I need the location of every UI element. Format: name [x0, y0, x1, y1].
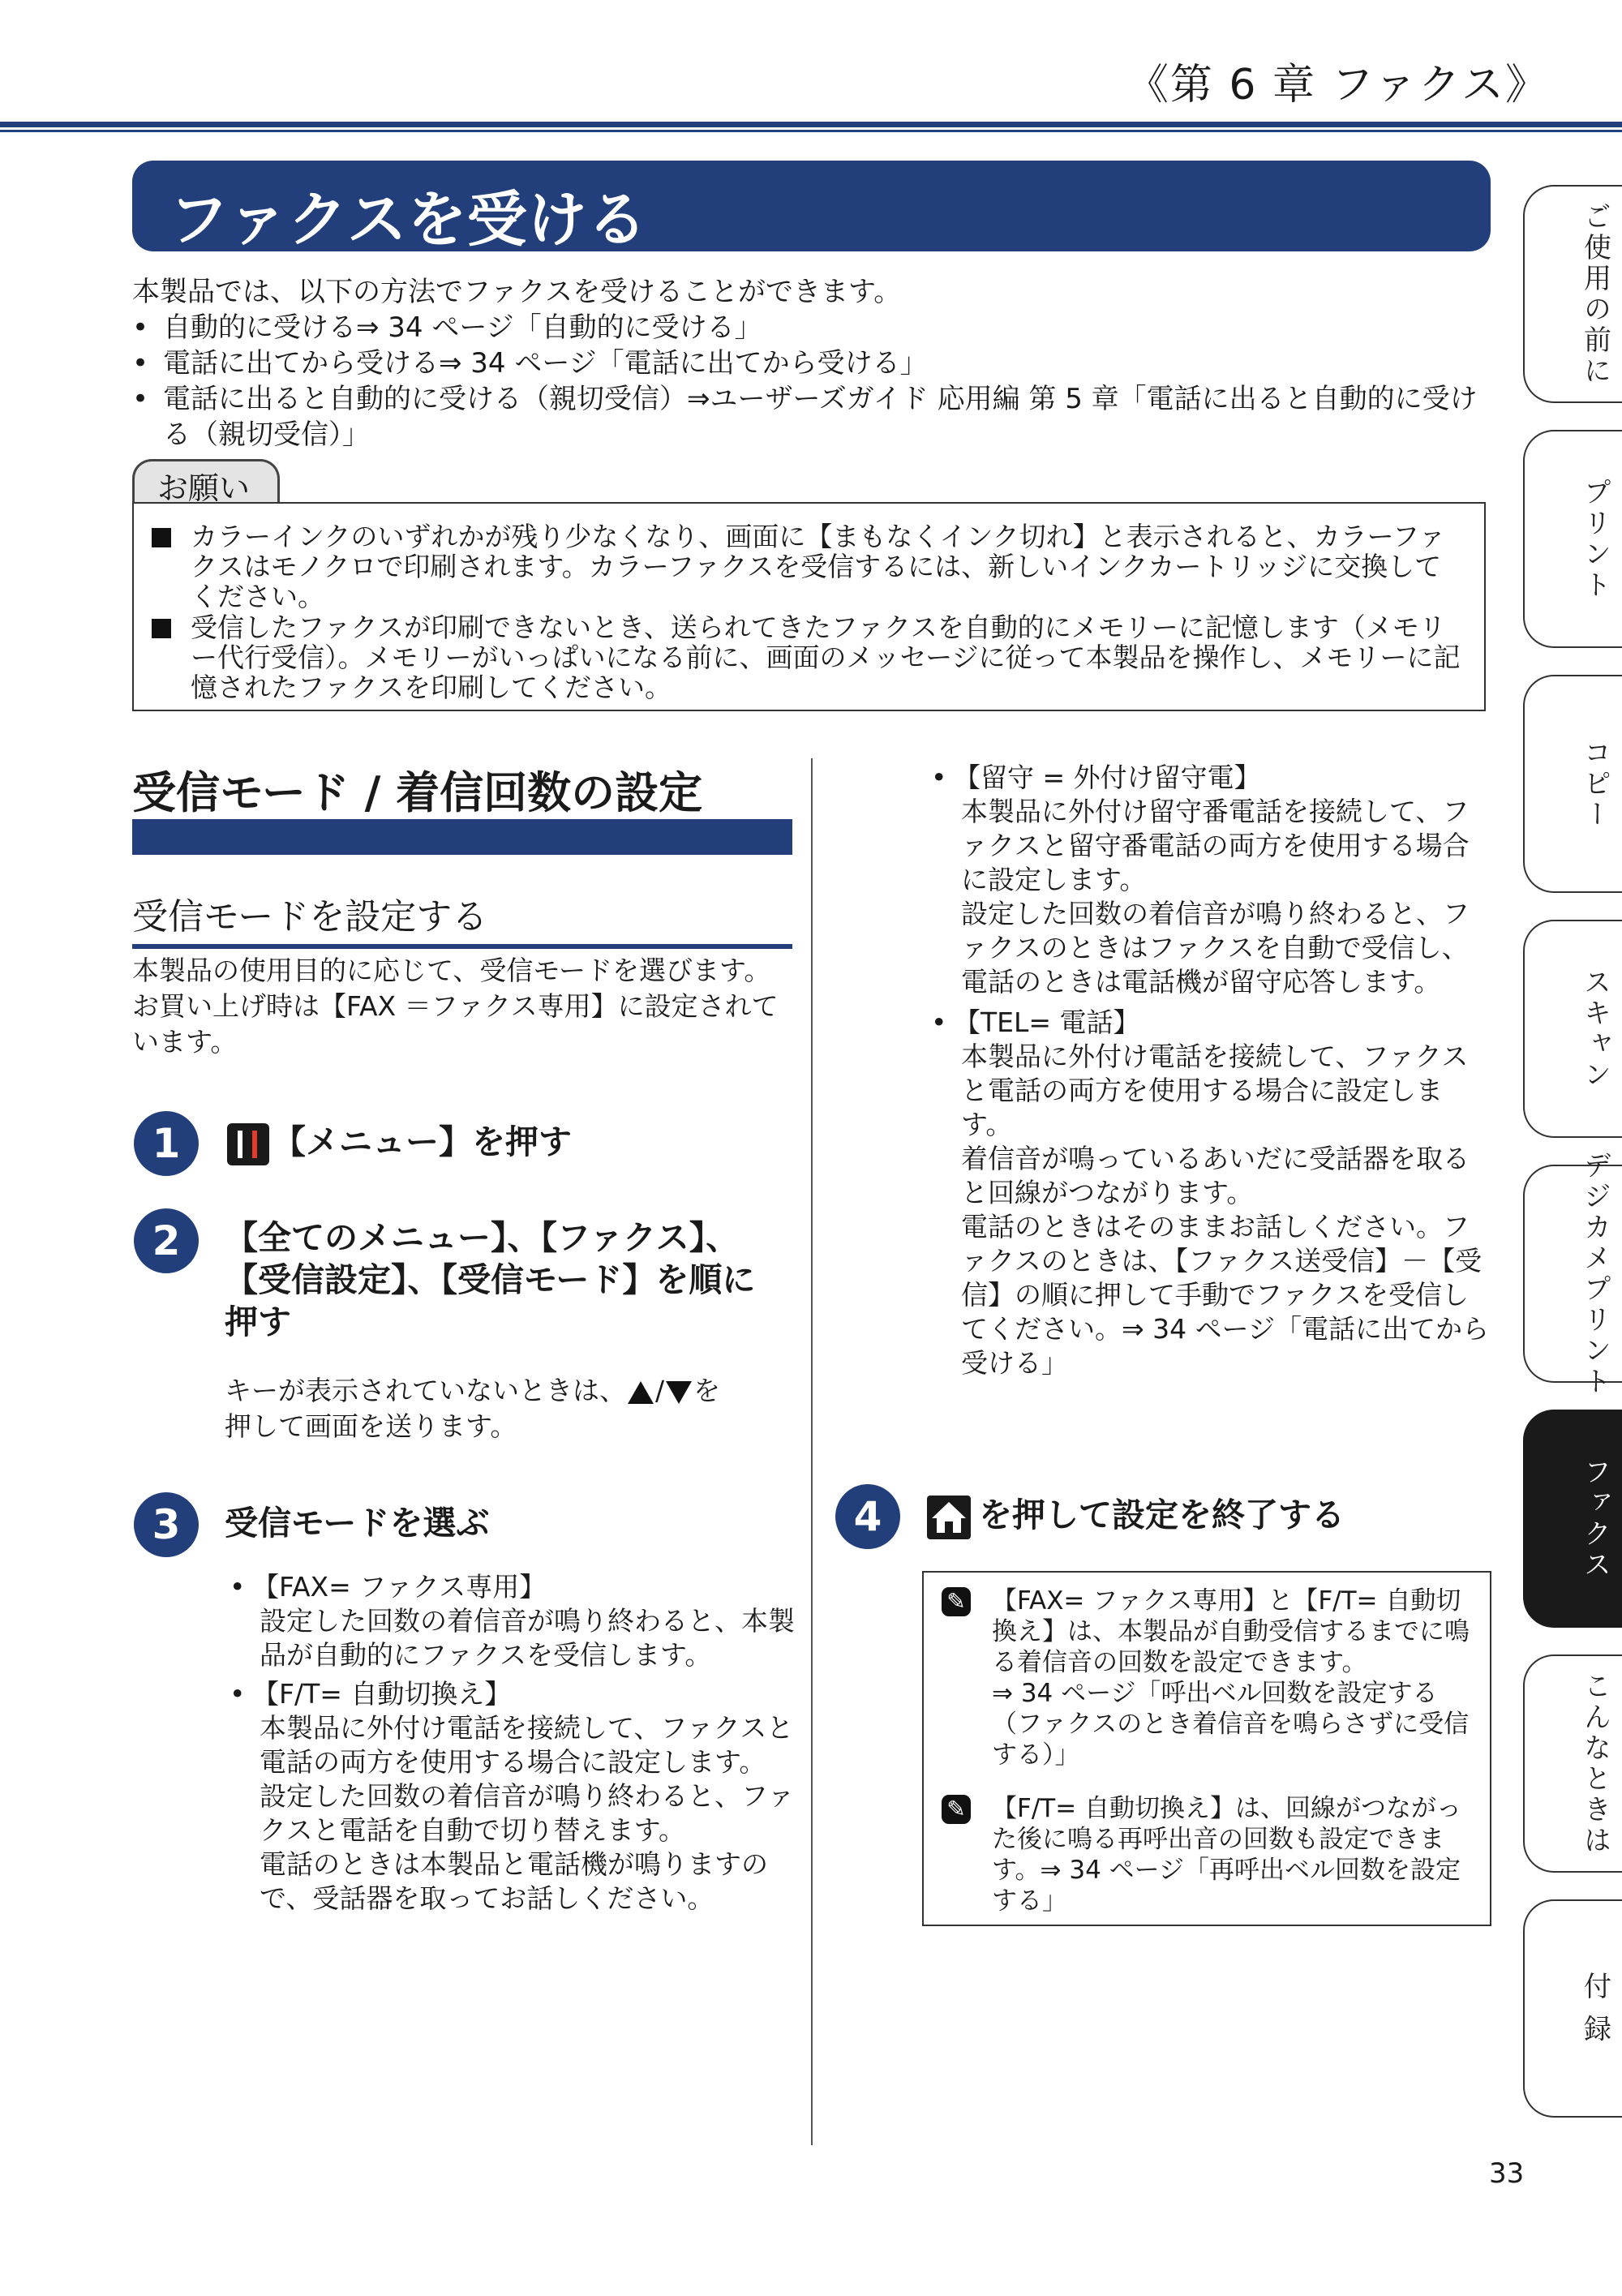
step-2-number: 2: [134, 1208, 199, 1273]
step-4-title: を押して設定を終了する: [927, 1494, 1345, 1539]
notice-box: [132, 502, 1486, 711]
mode-fax: • 【FAX= ファクス専用】 設定した回数の着信音が鳴り終わると、本製品が自動的にファクスを受信します。: [230, 1571, 795, 1671]
tip-item: ✎ 【F/T= 自動切換え】は、回線がつながった後に鳴る再呼出音の回数も設定できます。⇒ 34 ページ「再呼出ベル回数を設定する」: [942, 1793, 1477, 1916]
step-1-number: 1: [134, 1111, 199, 1176]
step-3-title: 受信モードを選ぶ: [225, 1504, 490, 1543]
notice-item: カラーインクのいずれかが残り少なくなり、画面に【まもなくインク切れ】と表示されると、カラーファクスはモノクロで印刷されます。カラーファクスを受信するには、新しいインクカートリッジに交換してください。: [152, 521, 1465, 612]
tab-troubleshooting[interactable]: こんなときは: [1523, 1654, 1622, 1873]
intro-item: • 電話に出てから受ける⇒ 34 ページ「電話に出てから受ける」: [132, 345, 1495, 381]
mode-rusu: • 【留守 = 外付け留守電】 本製品に外付け留守番電話を接続して、ファクスと留守番電話の両方を使用する場合に設定します。 設定した回数の着信音が鳴り終わると、ファクスのときはファクスを自動で受信し、電話のときは電話機が留守応答します。: [931, 762, 1470, 998]
tip-box: [922, 1571, 1491, 1926]
step-3-number: 3: [134, 1492, 199, 1557]
chapter-header: 《第 6 章 ファクス》: [1126, 61, 1549, 109]
page-title-bar: [132, 161, 1491, 255]
tab-photo-print[interactable]: デジカメプリント: [1523, 1165, 1622, 1383]
square-bullet-icon: [152, 619, 171, 638]
header-rule-thin: [0, 130, 1622, 132]
column-divider: [811, 758, 813, 2145]
mode-ft: • 【F/T= 自動切換え】 本製品に外付け電話を接続して、ファクスと電話の両方を使用する場合に設定します。 設定した回数の着信音が鳴り終わると、ファクスと電話を自動で切り替えます。 電話のときは本製品と電話機が鳴りますので、受話器を取ってお話しください。: [230, 1678, 795, 1914]
menu-tools-icon: [227, 1123, 269, 1165]
intro-item: • 自動的に受ける⇒ 34 ページ「自動的に受ける」: [132, 310, 1495, 345]
page-number: 33: [1489, 2157, 1525, 2190]
notice-item: 受信したファクスが印刷できないとき、送られてきたファクスを自動的にメモリーに記憶します（メモリー代行受信）。メモリーがいっぱいになる前に、画面のメッセージに従って本製品を操作し、メモリーに記憶されたファクスを印刷してください。: [152, 612, 1465, 702]
intro-lead: 本製品では、以下の方法でファクスを受けることができます。: [132, 276, 902, 308]
subsection-rule: [132, 944, 792, 949]
intro: [132, 274, 1495, 453]
notice-tab: [132, 459, 280, 506]
intro-list: [132, 310, 1495, 453]
intro-item: • 電話に出ると自動的に受ける（親切受信）⇒ユーザーズガイド 応用編 第 5 章「電話に出ると自動的に受ける（親切受信）」: [132, 381, 1495, 453]
mode-tel: • 【TEL= 電話】 本製品に外付け電話を接続して、ファクスと電話の両方を使用する場合に設定します。 着信音が鳴っているあいだに受話器を取ると回線がつながります。 電話のときはそのままお話しください。ファクスのときは、【ファクス送受信】－【受信】の順に押して手動でファクスを受信してください。⇒ 34 ページ「電話に出てから受ける」: [931, 1006, 1489, 1379]
step-2-note: キーが表示されていないときは、 / を 押して画面を送ります。: [225, 1375, 721, 1442]
tab-scan[interactable]: スキャン: [1523, 920, 1622, 1138]
home-icon: [927, 1496, 971, 1539]
notice-label: お願い: [157, 470, 251, 506]
tab-appendix[interactable]: 付 録: [1523, 1899, 1622, 2118]
section-heading-bar: [132, 819, 792, 855]
step-2-title: 【全てのメニュー】、【ファクス】、 【受信設定】、【受信モード】を順に 押す: [225, 1218, 756, 1341]
section-paragraph: 本製品の使用目的に応じて、受信モードを選びます。お買い上げ時は【FAX ＝ファクス専用】に設定されています。: [132, 955, 779, 1058]
tab-before-use[interactable]: ご使用の前に: [1523, 185, 1622, 403]
page-title: ファクスを受ける: [169, 185, 647, 255]
triangle-down-icon: [664, 1380, 693, 1405]
step-1-title: 【メニュー】を押す: [227, 1121, 572, 1165]
step-4-number: 4: [835, 1484, 900, 1549]
header-rule: [0, 122, 1622, 127]
tab-fax[interactable]: ファクス: [1523, 1410, 1622, 1628]
tip-item: ✎ 【FAX= ファクス専用】と【F/T= 自動切換え】は、本製品が自動受信するまでに鳴る着信音の回数を設定できます。 ⇒ 34 ページ「呼出ベル回数を設定する（ファクスのとき着信音を鳴らさずに受信する）」: [942, 1586, 1477, 1770]
tab-copy[interactable]: コピー: [1523, 675, 1622, 893]
section-heading: 受信モード / 着信回数の設定: [132, 767, 703, 818]
pencil-note-icon: ✎: [942, 1795, 971, 1824]
mode-list-left: [230, 1570, 797, 1916]
pencil-note-icon: ✎: [942, 1587, 971, 1616]
tab-print[interactable]: プリント: [1523, 430, 1622, 648]
square-bullet-icon: [152, 528, 171, 547]
subsection-heading: 受信モードを設定する: [132, 896, 488, 938]
mode-list-right: [931, 761, 1491, 1380]
triangle-up-icon: [626, 1380, 655, 1405]
